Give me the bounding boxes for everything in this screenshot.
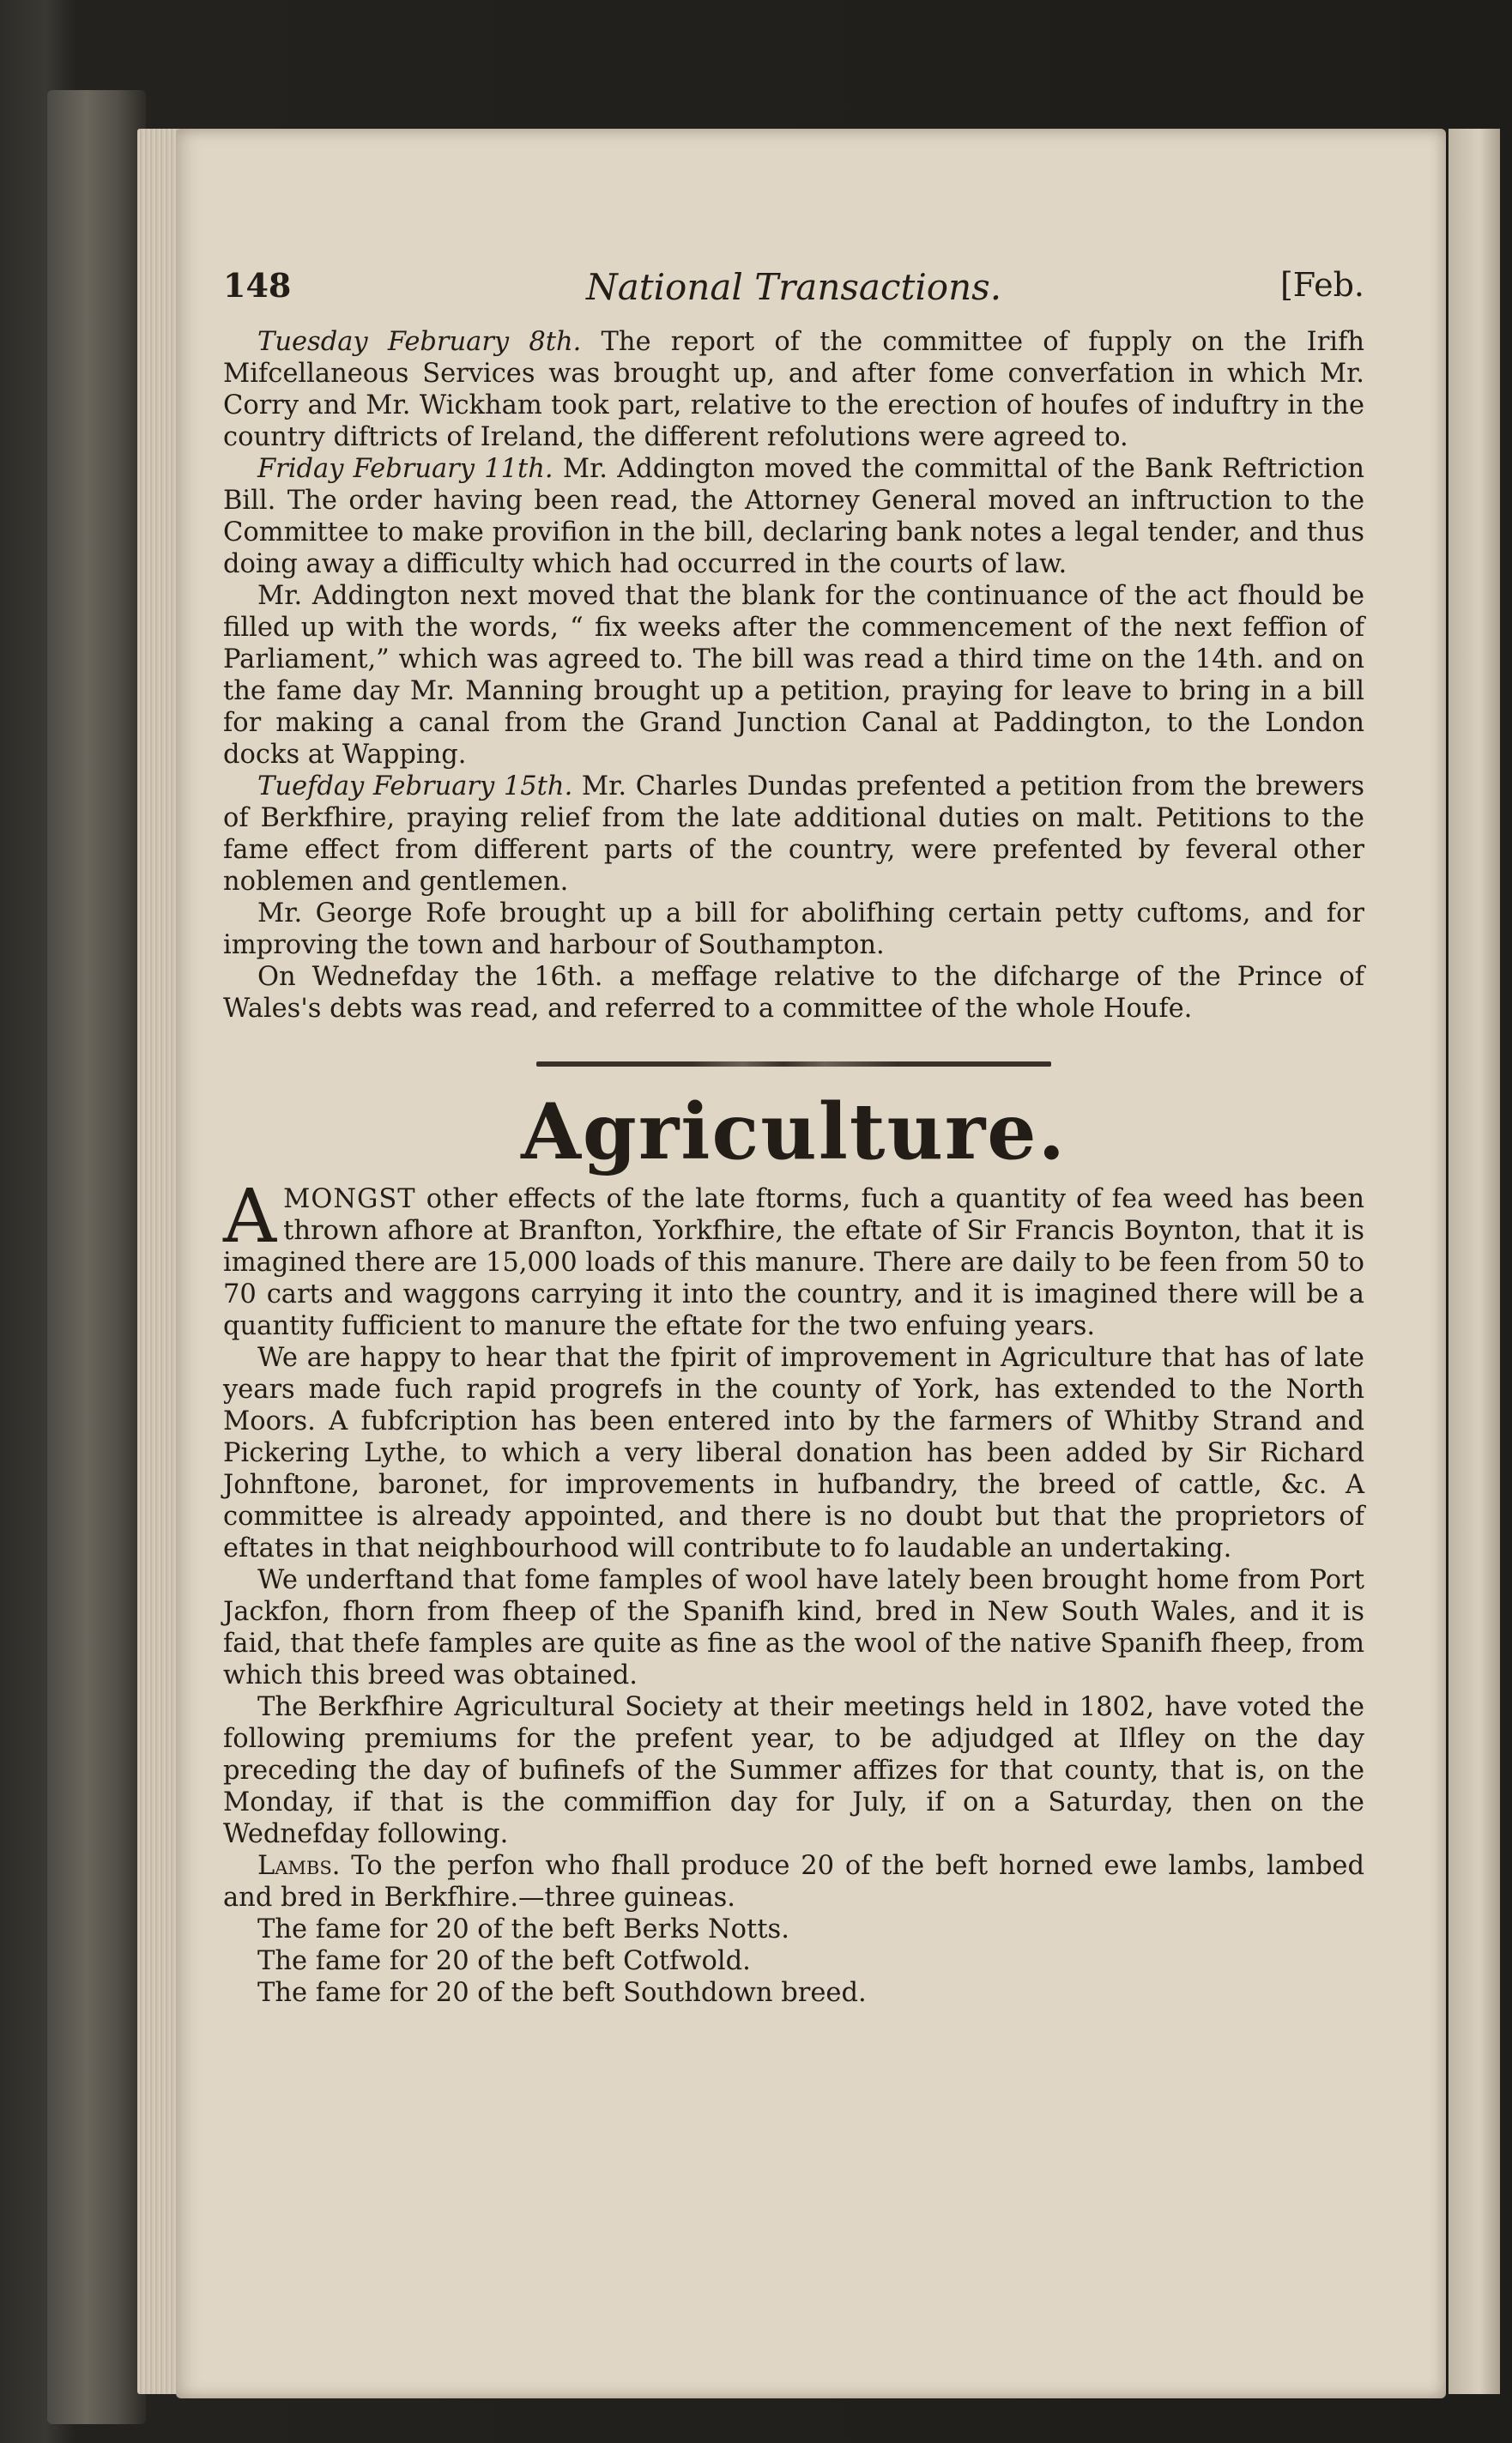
agriculture-section [223, 1086, 1364, 2009]
transaction-paragraph [223, 898, 1364, 961]
paragraph-text: On Wednefday the 16th. a meffage relative to the difcharge of the Prince of Wales's debts was read, and referred to a committee of the whole Houfe. [223, 962, 1364, 1024]
page-content [223, 266, 1364, 2009]
running-month: [Feb. [1279, 266, 1364, 304]
opening-word: MONGST [283, 1184, 416, 1214]
paragraph-text: Mr. Addington next moved that the blank for the continuance of the act fhould be filled up with the words, “ fix weeks after the commencement of the next feffion of Parliament,” which was agreed to. The bill was read a third time on the 14th. and on the fame day Mr. Manning brought up a petition, praying for leave to bring in a bill for making a canal from the Grand Junction Canal at Paddington, to the London docks at Wapping. [223, 581, 1364, 770]
agriculture-paragraph: We underftand that fome famples of wool have lately been brought home from Port Jackfon, fhorn from fheep of the Spanifh kind, bred in New South Wales, and it is faid, that thefe famples are quite as fine as the wool of the native Spanifh fheep, from which this breed was obtained. [223, 1565, 1364, 1690]
transaction-paragraph [223, 771, 1364, 898]
ornamental-rule [536, 1061, 1051, 1067]
paragraph-text: other effects of the late ftorms, fuch a quantity of fea weed has been thrown afhore at Branfton, Yorkfhire, the eftate of Sir Francis Boynton, that it is imagined there are 15,000 loads of this manure. There are daily to be feen from 50 to 70 carts and waggons carrying it into the country, and it is imagined there will be a quantity fufficient to manure the eftate for the two enfuing years. [223, 1184, 1364, 1341]
transaction-paragraph [223, 453, 1364, 580]
transaction-paragraph [223, 961, 1364, 1025]
agriculture-paragraph: We are happy to hear that the fpirit of improvement in Agriculture that has of late years made fuch rapid progrefs in the county of York, has extended to the North Moors. A fubfcription has been entered into by the farmers of Whitby Strand and Pickering Lythe, to which a very liberal donation has been added by Sir Richard Johnftone, baronet, for improvements in hufbandry, the breed of cattle, &c. A committee is already appointed, and there is no doubt but that the proprietors of eftates in that neighbourhood will contribute to fo laudable an undertaking. [223, 1343, 1364, 1563]
paragraph-text: Mr. Addington moved the committal of the Bank Reftriction Bill. The order having been read, the Attorney General moved an inftruction to the Committee to make provifion in the bill, declaring bank notes a legal tender, and thus doing away a difficulty which had occurred in the courts of law. [223, 454, 1364, 579]
premium-line: The fame for 20 of the beft Southdown breed. [257, 1978, 867, 2008]
page-number: 148 [223, 266, 292, 305]
date-lead: Tuefday February 15th. [257, 771, 573, 801]
agriculture-first-paragraph [223, 1174, 1364, 1342]
section-heading: Agriculture. [521, 1086, 1067, 1177]
premium-label: Lambs. [257, 1851, 341, 1881]
date-lead: Friday February 11th. [257, 454, 553, 484]
paragraph-text: To the perfon who fhall produce 20 of the beft horned ewe lambs, lambed and bred in Berkfhire.—three guineas. [223, 1851, 1364, 1913]
paragraph-text: The report of the committee of fupply on the Irifh Mifcellaneous Services was brought up, and after fome converfation in which Mr. Corry and Mr. Wickham took part, relative to the erection of houfes of induftry in the country diftricts of Ireland, the different refolutions were agreed to. [223, 327, 1364, 452]
premium-line: The fame for 20 of the beft Cotfwold. [257, 1946, 751, 1976]
transaction-paragraph [223, 580, 1364, 771]
drop-cap: A [223, 1174, 277, 1260]
premium-line: The fame for 20 of the beft Berks Notts. [257, 1914, 789, 1944]
national-transactions-section [223, 326, 1364, 1025]
running-title: National Transactions. [585, 266, 1002, 308]
paragraph-text: Mr. Charles Dundas prefented a petition from the brewers of Berkfhire, praying relief from the late additional duties on malt. Petitions to the fame effect from different parts of the country, were prefented by feveral other noblemen and gentlemen. [223, 771, 1364, 897]
premium-paragraph [223, 1850, 1364, 1914]
transaction-paragraph [223, 326, 1364, 453]
book-spine [47, 90, 146, 2424]
running-head [223, 266, 1364, 326]
paragraph-text: Mr. George Rofe brought up a bill for abolifhing certain petty cuftoms, and for improving the town and harbour of Southampton. [223, 898, 1364, 960]
facing-page-edge [1448, 129, 1500, 2394]
date-lead: Tuesday February 8th. [257, 327, 582, 357]
agriculture-paragraph: The Berkfhire Agricultural Society at their meetings held in 1802, have voted the following premiums for the prefent year, to be adjudged at Ilfley on the day preceding the day of bufinefs of the Summer affizes for that county, that is, on the Monday, if that is the commiffion day for July, if on a Saturday, then on the Wednefday following. [223, 1692, 1364, 1849]
section-divider [223, 1054, 1364, 1070]
